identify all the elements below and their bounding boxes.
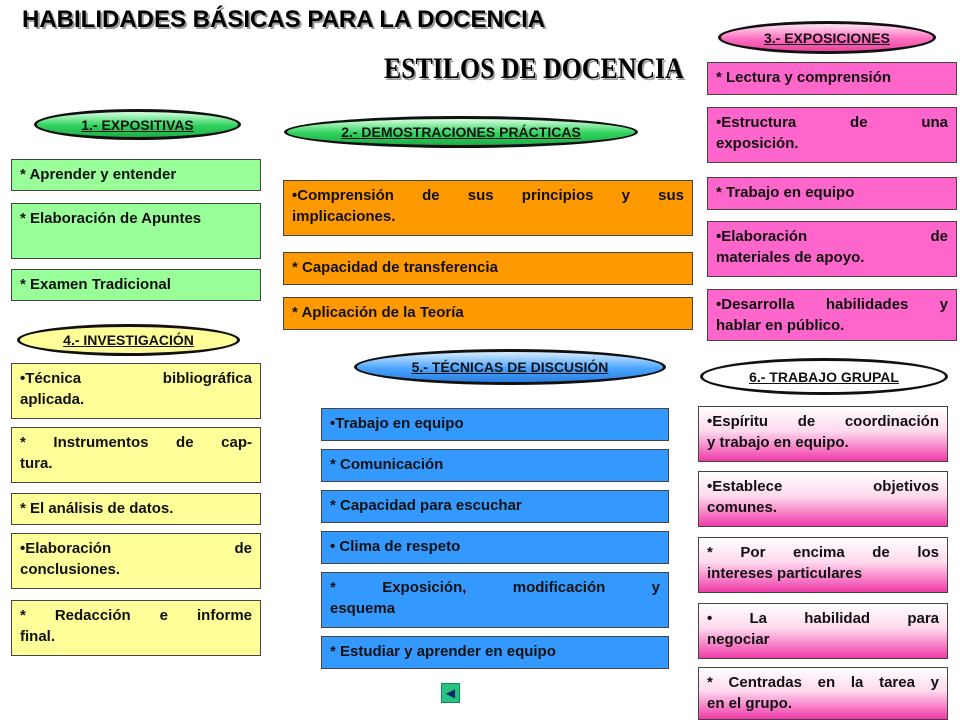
investigacion-item: * Redacción e informe final. xyxy=(11,600,261,656)
exposiciones-item: •Estructura de una exposición. xyxy=(707,107,957,163)
expositivas-item: * Aprender y entender xyxy=(11,159,261,191)
tecnicas-item: * Comunicación xyxy=(321,449,669,482)
page-title: HABILIDADES BÁSICAS PARA LA DOCENCIA xyxy=(22,6,546,33)
page-subtitle: ESTILOS DE DOCENCIA xyxy=(384,52,684,85)
trabajo-grupal-item: * Por encima de los intereses particulares xyxy=(698,537,948,593)
trabajo-grupal-item: •Espíritu de coordinación y trabajo en equipo. xyxy=(698,406,948,462)
section-header-investigacion: 4.- INVESTIGACIÓN xyxy=(17,324,240,356)
exposiciones-item: •Desarrolla habilidades y hablar en público. xyxy=(707,289,957,341)
back-arrow-icon: ◀ xyxy=(445,686,456,700)
exposiciones-item: * Lectura y comprensión xyxy=(707,62,957,95)
exposiciones-item: * Trabajo en equipo xyxy=(707,177,957,210)
exposiciones-item: •Elaboración de materiales de apoyo. xyxy=(707,221,957,277)
trabajo-grupal-item: •Establece objetivos comunes. xyxy=(698,471,948,527)
trabajo-grupal-item: * Centradas en la tarea y en el grupo. xyxy=(698,667,948,720)
tecnicas-item: •Trabajo en equipo xyxy=(321,408,669,441)
tecnicas-item: * Estudiar y aprender en equipo xyxy=(321,636,669,669)
investigacion-item: •Técnica bibliográfica aplicada. xyxy=(11,363,261,419)
investigacion-item: * El análisis de datos. xyxy=(11,493,261,525)
section-header-demostraciones: 2.- DEMOSTRACIONES PRÁCTICAS xyxy=(284,116,638,148)
section-header-tecnicas: 5.- TÉCNICAS DE DISCUSIÓN xyxy=(354,349,666,385)
back-button[interactable] xyxy=(441,683,460,703)
demostraciones-item: * Aplicación de la Teoría xyxy=(283,297,693,330)
expositivas-item: * Elaboración de Apuntes xyxy=(11,203,261,259)
expositivas-item: * Examen Tradicional xyxy=(11,269,261,301)
demostraciones-item: •Comprensión de sus principios y sus implicaciones. xyxy=(283,180,693,236)
tecnicas-item: • Clima de respeto xyxy=(321,531,669,564)
section-header-exposiciones: 3.- EXPOSICIONES xyxy=(718,21,936,54)
demostraciones-item: * Capacidad de transferencia xyxy=(283,252,693,285)
tecnicas-item: * Exposición, modificación y esquema xyxy=(321,572,669,628)
investigacion-item: * Instrumentos de cap- tura. xyxy=(11,427,261,483)
trabajo-grupal-item: • La habilidad para negociar xyxy=(698,603,948,659)
tecnicas-item: * Capacidad para escuchar xyxy=(321,490,669,523)
section-header-trabajo-grupal: 6.- TRABAJO GRUPAL xyxy=(700,358,948,395)
investigacion-item: •Elaboración de conclusiones. xyxy=(11,533,261,589)
section-header-expositivas: 1.- EXPOSITIVAS xyxy=(34,109,241,140)
